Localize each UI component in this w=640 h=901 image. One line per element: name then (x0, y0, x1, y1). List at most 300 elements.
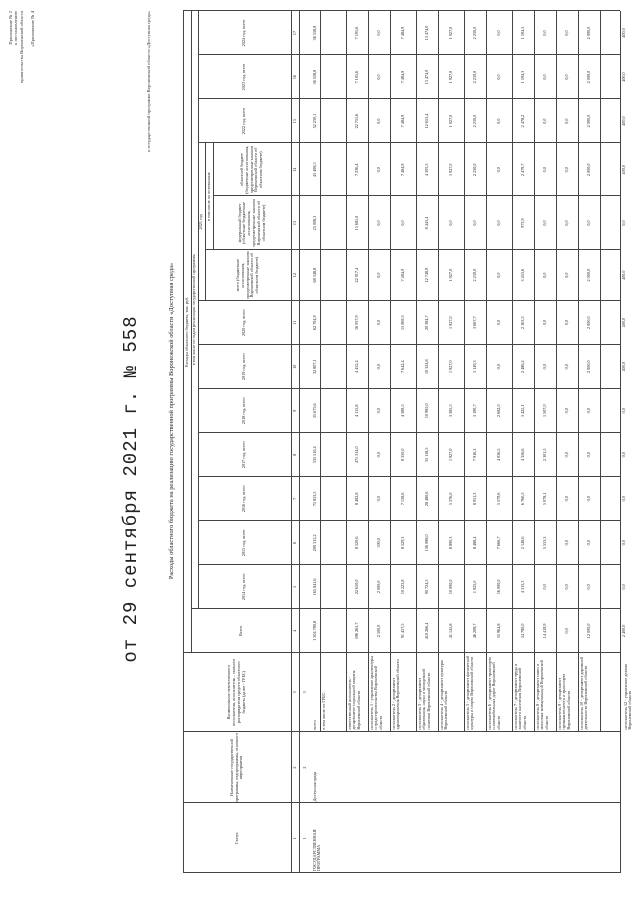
value-cell-y2016: 75 853,5 (312, 491, 318, 507)
table-rule (213, 195, 620, 196)
table-rule (438, 11, 439, 732)
value-cell-fed: 0,0 (563, 220, 569, 226)
value-cell-y2019: 0,0 (541, 364, 547, 370)
header-program-name: Наименование государственной программы, подпрограммы, основного мероприятия (228, 732, 244, 803)
table-rule (198, 142, 620, 143)
value-cell-y2023: 1 594,3 (519, 70, 525, 84)
value-cell-y2014: 10 223,8 (399, 579, 405, 595)
executor-label: исполнитель 2 - департамент здравоохранения Воронежской области (390, 659, 401, 730)
value-cell-y2023: 0,0 (563, 74, 569, 80)
column-number: 11 (291, 320, 297, 325)
table-rule (346, 11, 347, 732)
header-2021-incl: в том числе по источникам: (205, 171, 211, 221)
value-cell-y2020: 20 384,7 (423, 315, 429, 331)
table-rule (299, 11, 300, 873)
value-cell-total: 2 400,0 (621, 624, 626, 638)
value-cell-y2021: 2 000,0 (585, 268, 591, 282)
value-cell-y2020: 400,0 (621, 317, 626, 328)
value-cell-reg: 0,0 (541, 167, 547, 173)
value-cell-y2014: 22 650,0 (353, 579, 359, 595)
value-cell-y2018: 3 425,1 (519, 404, 525, 418)
value-cell-y2024: 7 105,6 (353, 26, 359, 40)
table-rule (205, 249, 620, 250)
table-rule (198, 520, 620, 521)
column-number: 8 (291, 453, 297, 456)
value-cell-y2018: 2 682,0 (495, 404, 501, 418)
value-cell-y2020: 2 163,3 (519, 316, 525, 329)
table-rule (183, 731, 620, 732)
value-cell-total: 46 208,7 (471, 623, 477, 639)
value-cell-y2022: 12 653,4 (423, 113, 429, 129)
value-cell-y2017: 2 301,5 (541, 448, 547, 462)
header-2021-federal: федеральный бюджет (областные бюджетные ассигнования, предусмотренные законом Воронежской области об областном бюджете) (236, 199, 266, 247)
column-number: 14 (291, 167, 297, 172)
value-cell-y2021: 1 927,0 (447, 268, 453, 282)
value-cell-y2021: 3 453,6 (519, 268, 525, 282)
value-cell-y2018: 35 675,6 (312, 403, 318, 419)
row-number: 3 (301, 691, 307, 694)
header-2021-regional: областной бюджет (бюджетные ассигнования, предусмотренные законом Воронежской области об областном бюджете) (239, 145, 264, 194)
value-cell-y2021: 7 484,9 (399, 268, 405, 282)
value-cell-y2024: 1 927,0 (447, 26, 453, 40)
value-cell-y2016 (320, 477, 346, 521)
executor-label: исполнитель 6 - департамент транспорта и автомобильных дорог Воронежской области (486, 656, 502, 730)
value-cell-fed: 0,0 (375, 220, 381, 226)
value-cell-y2022: 0,0 (563, 118, 569, 124)
value-cell-y2021: 400,0 (621, 270, 626, 280)
table-rule (578, 11, 579, 732)
value-cell-y2014: 1 925,0 (471, 580, 477, 594)
header-2021-total: всего (бюджетные ассигнования, предусмотренные законом Воронежской области об областном бюджете) (235, 251, 260, 299)
value-cell-y2022: 0,0 (541, 118, 547, 124)
value-cell-y2022: 22 751,6 (353, 113, 359, 129)
value-cell-y2017: 4 356,6 (519, 448, 525, 462)
value-cell-y2022 (320, 99, 346, 143)
value-cell-y2018: 0,0 (375, 408, 381, 414)
appendix-number: Приложение № 2 (8, 11, 13, 45)
value-cell-reg: 0,0 (375, 167, 381, 173)
value-cell-y2018: 4 115,8 (353, 404, 359, 417)
value-cell-y2022: 52 230,1 (312, 113, 318, 129)
value-cell-fed: 25 008,3 (312, 215, 318, 231)
value-cell-total: 91 457,5 (399, 623, 405, 639)
value-cell-y2015: 200 315,2 (312, 534, 318, 552)
value-cell-total: 41 145,8 (447, 623, 453, 639)
value-cell-y2020: 0,0 (375, 320, 381, 326)
value-cell-y2014: 2 000,0 (375, 580, 381, 594)
value-cell-y2024 (320, 11, 346, 55)
value-cell-y2018: 10 985,0 (423, 403, 429, 419)
value-cell-y2019: 10 324,8 (423, 359, 429, 375)
value-cell-y2020 (320, 301, 346, 345)
value-cell-y2024: 2 230,0 (471, 26, 477, 40)
value-cell-y2020: 0,0 (495, 320, 501, 326)
value-cell-y2016: 8 951,3 (471, 492, 477, 506)
value-cell-y2016: 28 480,6 (423, 491, 429, 507)
value-cell-y2022: 0,0 (375, 118, 381, 124)
value-cell-y2015 (320, 521, 346, 565)
value-cell-y2016: 5 376,0 (447, 492, 453, 506)
table-rule (512, 11, 513, 732)
value-cell-y2014: 90 724,5 (423, 579, 429, 595)
executor-label: исполнитель 7 - департамент труда и занятости населения Воронежской области (512, 663, 528, 730)
table-rule (198, 54, 620, 55)
value-cell-y2014: 4 313,3 (519, 580, 525, 594)
table-rule (198, 564, 620, 565)
value-cell-fed: 0,0 (495, 220, 501, 226)
value-cell-y2015: 2 148,6 (519, 536, 525, 550)
value-cell-y2023: 400,0 (621, 72, 626, 82)
value-cell-y2018: 0,0 (621, 408, 626, 414)
column-number: 1 (291, 837, 297, 840)
value-cell-y2017: 0,0 (621, 452, 626, 458)
value-cell-y2021: 22 917,4 (353, 267, 359, 283)
header-year-2019: 2019 год, всего (241, 353, 247, 381)
value-cell-y2017: 0,0 (585, 452, 591, 458)
value-cell-total: 14 419,9 (541, 623, 547, 639)
value-cell-reg: 7 236,4 (353, 163, 359, 177)
column-number: 17 (291, 30, 297, 36)
value-cell-y2018: 4 389,5 (399, 404, 405, 418)
value-cell-y2022: 1 927,0 (447, 114, 453, 128)
value-cell-y2019: 2 000,0 (585, 360, 591, 373)
header-total: Всего (237, 625, 243, 637)
value-cell-y2024: 13 474,0 (423, 25, 429, 41)
value-cell-y2020: 2 000,0 (585, 316, 591, 329)
value-cell-y2021: 0,0 (541, 272, 547, 278)
table-rule (198, 432, 620, 433)
value-cell-fed: 8 443,4 (423, 216, 429, 230)
value-cell-y2014: 0,0 (563, 584, 569, 590)
value-cell-reg: 2 479,7 (519, 163, 525, 177)
value-cell-fed: 0,0 (399, 220, 405, 226)
header-expenses-group: Расходы областного бюджета, тыс. руб. (183, 296, 189, 368)
table-border-bottom (620, 11, 621, 873)
table-rule (486, 11, 487, 732)
value-cell-y2017: 471 314,0 (353, 446, 359, 464)
executor-label: исполнитель 9 - департамент промышленности и транспорта Воронежской области (556, 673, 572, 730)
appendix-government: правительства Воронежской области (18, 11, 24, 84)
value-cell-fed: 0,0 (471, 220, 477, 226)
value-cell-y2019: 0,0 (563, 364, 569, 370)
value-cell-y2015: 7 666,7 (495, 536, 501, 550)
value-cell-y2017: 0,0 (375, 452, 381, 458)
header-year-2015: 2015 год, всего (241, 529, 247, 557)
value-cell-y2023: 1 927,0 (447, 70, 453, 84)
value-cell-total: 596 265,7 (353, 622, 359, 640)
value-cell-y2024: 400,0 (621, 28, 626, 38)
table-rule (291, 11, 292, 873)
value-cell-y2019: 7 642,4 (399, 360, 405, 373)
value-cell-total: 12 000,0 (585, 623, 591, 639)
column-number: 9 (291, 409, 297, 412)
value-cell-y2014: 10 000,0 (447, 579, 453, 595)
value-cell-reg: 43 408,5 (312, 162, 318, 178)
value-cell-y2015: 5 533,3 (541, 536, 547, 550)
value-cell-y2020: 15 069,3 (399, 315, 405, 331)
value-cell-fed: 0,0 (621, 220, 626, 226)
value-cell-y2020: 0,0 (563, 320, 569, 326)
value-cell-total: 1 304 780,8 (312, 620, 318, 641)
value-cell-y2017 (320, 433, 346, 477)
header-executor: Наименование ответственного исполнителя, исполнителя – главного распорядителя средств областного бюджета (далее - ГРБС) (226, 658, 246, 726)
value-cell-y2017: 35 118,5 (423, 447, 429, 463)
table-rule (213, 143, 214, 250)
value-cell-y2015: 8 529,3 (399, 536, 405, 550)
header-year-2021: 2021 год (198, 214, 204, 230)
column-number: 6 (291, 541, 297, 544)
executor-label: исполнитель 8 - департамент связи и массовых коммуникаций Воронежской области (534, 660, 550, 730)
value-cell-reg: 4 305,5 (423, 163, 429, 177)
value-cell-y2019: 400,0 (621, 362, 626, 372)
value-cell-y2017: 1 927,0 (447, 448, 453, 462)
table-border-top (183, 11, 184, 873)
value-cell-reg: 7 484,9 (399, 163, 405, 177)
value-cell-reg: 1 927,0 (447, 163, 453, 177)
value-cell-y2022: 7 484,9 (399, 114, 405, 128)
value-cell-y2019: 2 486,2 (519, 360, 525, 373)
value-cell-y2017: 535 510,4 (312, 446, 318, 464)
value-cell-y2020: 16 937,9 (353, 315, 359, 331)
value-cell-y2018: 3 385,5 (447, 404, 453, 418)
header-year-2017: 2017 год, всего (241, 441, 247, 469)
column-number: 3 (291, 691, 297, 694)
program-appendix-header (30, 11, 35, 281)
status-value: ГОСУДАРСТВЕННАЯ ПРОГРАММА (311, 829, 322, 871)
header-year-2022: 2022 год, всего (241, 107, 247, 135)
value-cell-y2017: 8 350,0 (399, 448, 405, 462)
value-cell-y2021 (320, 250, 346, 301)
value-cell-y2022: 2 000,0 (585, 114, 591, 128)
value-cell-y2023: 13 474,0 (423, 69, 429, 85)
value-cell-y2016: 7 138,6 (399, 492, 405, 506)
column-number: 5 (291, 585, 297, 588)
executor-label: исполнитель 3 - департамент образования, науки и молодежной политики Воронежской области (416, 668, 432, 730)
header-by-years: в том числе по годам реализации государственной программы (191, 254, 197, 366)
value-cell-y2017: 4 036,5 (495, 448, 501, 462)
column-number: 10 (291, 364, 297, 369)
value-cell-y2014: 16 000,0 (495, 579, 501, 595)
value-cell-total: 34 780,0 (519, 623, 525, 639)
table-rule (320, 11, 321, 732)
expenses-table (183, 11, 633, 873)
executor-label: исполнитель 5 - департамент физической культуры и спорта Воронежской области (464, 655, 475, 730)
value-cell-fed: 0,0 (585, 220, 591, 226)
value-cell-y2019: 1 927,0 (447, 360, 453, 373)
table-border-left (183, 872, 620, 873)
table-rule (368, 11, 369, 732)
value-cell-y2021: 68 348,8 (312, 267, 318, 283)
value-cell-total: 35 964,8 (495, 623, 501, 639)
value-cell-y2018: 0,0 (563, 408, 569, 414)
appendix-header (8, 11, 24, 281)
value-cell-y2024: 0,0 (495, 30, 501, 36)
value-cell-y2020: 62 704,9 (312, 315, 318, 331)
executor-label: в том числе по ГРБС: (320, 691, 326, 730)
value-cell-y2018 (320, 389, 346, 433)
value-cell-y2023: 7 105,6 (353, 70, 359, 84)
value-cell-y2024: 7 484,9 (399, 26, 405, 40)
header-year-2024: 2024 год, всего (241, 19, 247, 47)
value-cell-y2016: 5 579,6 (495, 492, 501, 506)
value-cell-y2019: 0,0 (375, 364, 381, 370)
value-cell-y2019: 32 807,1 (312, 359, 318, 375)
value-cell-y2022: 400,0 (621, 116, 626, 126)
header-year-2020: 2020 год, всего (241, 309, 247, 337)
header-status: Статус (233, 832, 239, 845)
value-cell-y2015: 0,0 (585, 540, 591, 546)
value-cell-y2023: 7 484,9 (399, 70, 405, 84)
value-cell-y2022: 2 230,0 (471, 114, 477, 128)
value-cell-y2017: 7 916,3 (471, 448, 477, 462)
column-number: 15 (291, 119, 297, 124)
value-cell-y2021: 12 748,9 (423, 267, 429, 283)
value-cell-y2016: 0,0 (563, 496, 569, 502)
table-rule (534, 11, 535, 732)
value-cell-y2021: 0,0 (495, 272, 501, 278)
value-cell-reg: 0,0 (563, 167, 569, 173)
value-cell-y2016: 5 078,1 (541, 492, 547, 506)
value-cell-total: 0,0 (563, 628, 569, 634)
table-rule (464, 11, 465, 732)
value-cell-y2019 (320, 345, 346, 389)
header-year-2014: 2014 год, всего (241, 573, 247, 601)
value-cell-y2023: 0,0 (375, 74, 381, 80)
table-rule (191, 11, 192, 653)
program-value: Доступная среда (311, 771, 317, 802)
value-cell-reg: 2 230,0 (471, 163, 477, 177)
value-cell-y2024: 0,0 (563, 30, 569, 36)
value-cell-y2024: 2 000,0 (585, 26, 591, 40)
value-cell-y2015: 8 890,3 (447, 536, 453, 550)
table-rule (416, 11, 417, 732)
value-cell-y2022: 0,0 (495, 118, 501, 124)
value-cell-y2018: 1 507,0 (541, 404, 547, 418)
value-cell-y2021: 2 230,0 (471, 268, 477, 282)
value-cell-fed: 0,0 (541, 220, 547, 226)
header-year-2018: 2018 год, всего (241, 397, 247, 425)
value-cell-y2014: 0,0 (585, 584, 591, 590)
value-cell-y2019: 4 452,4 (353, 360, 359, 373)
table-rule (198, 300, 620, 301)
value-cell-y2021: 0,0 (375, 272, 381, 278)
value-cell-y2024: 1 594,3 (519, 26, 525, 40)
value-cell-y2014: 0,0 (621, 584, 626, 590)
value-cell-y2019: 0,0 (495, 364, 501, 370)
value-cell-reg (320, 143, 346, 196)
value-cell-y2015: 156 088,0 (423, 534, 429, 552)
executor-label: всего (311, 720, 317, 730)
value-cell-y2014: 0,0 (541, 584, 547, 590)
table-rule (183, 802, 620, 803)
value-cell-y2023: 2 000,0 (585, 70, 591, 84)
executor-label: исполнитель 12 - управление делами Воронежской области (622, 663, 633, 730)
value-cell-y2024: 36 558,8 (312, 25, 318, 41)
column-number: 13 (291, 220, 297, 226)
value-cell-y2015: 0,0 (621, 540, 626, 546)
value-cell-total (320, 609, 346, 653)
value-cell-y2015: 500,0 (375, 538, 381, 548)
value-cell-y2023 (320, 55, 346, 99)
table-rule (600, 11, 601, 732)
value-cell-y2016: 0,0 (585, 496, 591, 502)
column-number: 12 (291, 273, 297, 278)
row-number: 2 (301, 766, 307, 769)
value-cell-y2023: 2 230,0 (471, 70, 477, 84)
value-cell-y2018: 0,0 (585, 408, 591, 414)
value-cell-reg: 2 000,0 (585, 163, 591, 177)
value-cell-y2014 (320, 565, 346, 609)
value-cell-y2024: 0,0 (541, 30, 547, 36)
table-rule (198, 388, 620, 389)
column-number: 2 (291, 766, 297, 769)
value-cell-y2015: 8 520,6 (353, 536, 359, 550)
value-cell-y2023: 0,0 (541, 74, 547, 80)
executor-label: исполнитель 1 - управление архитектуры и градостроительства Воронежской области (368, 656, 384, 730)
value-cell-y2018: 3 190,7 (471, 404, 477, 418)
appendix-to-decree: к постановлению (13, 11, 19, 45)
value-cell-y2020: 1 927,0 (447, 316, 453, 329)
executor-label: исполнитель 4 - департамент культуры Воронежской области (438, 660, 449, 730)
value-cell-fed: 973,9 (519, 218, 525, 228)
table-rule (198, 344, 620, 345)
column-number: 16 (291, 74, 297, 80)
value-cell-y2019: 3 149,3 (471, 360, 477, 373)
value-cell-y2021: 0,0 (563, 272, 569, 278)
value-cell-reg: 400,0 (621, 165, 626, 175)
value-cell-fed: 15 681,0 (353, 215, 359, 231)
table-border-right (183, 10, 620, 11)
table-rule (198, 98, 620, 99)
value-cell-y2020: 3 667,7 (471, 316, 477, 329)
column-number: 4 (291, 629, 297, 632)
program-appendix-note: к государственной программе Воронежской области «Доступная среда» (146, 11, 151, 152)
header-year-2023: 2023 год, всего (241, 63, 247, 91)
value-cell-y2016: 0,0 (621, 496, 626, 502)
decree-date-stamp: от 29 сентября 2021 г. № 558 (120, 315, 142, 663)
table-rule (191, 608, 620, 609)
table-rule (198, 476, 620, 477)
value-cell-y2023: 36 558,8 (312, 69, 318, 85)
value-cell-y2024: 0,0 (375, 30, 381, 36)
value-cell-fed (320, 196, 346, 249)
value-cell-y2023: 0,0 (495, 74, 501, 80)
value-cell-y2015: 0,0 (563, 540, 569, 546)
value-cell-y2017: 0,0 (563, 452, 569, 458)
row-number: 1 (301, 837, 307, 840)
value-cell-y2020: 0,0 (541, 320, 547, 326)
document-title: Расходы областного бюджета на реализацию государственной программы Воронежской области «Доступная среда» (168, 262, 175, 580)
table-rule (183, 652, 620, 653)
executor-label: ответственный исполнитель - департамент социальной защиты Воронежской области (346, 670, 362, 730)
header-year-2016: 2016 год, всего (241, 485, 247, 513)
value-cell-y2016: 0,0 (375, 496, 381, 502)
value-cell-y2016: 6 766,5 (519, 492, 525, 506)
value-cell-reg: 0,0 (495, 167, 501, 173)
value-cell-y2022: 2 478,2 (519, 114, 525, 128)
value-cell-total: 2 500,0 (375, 624, 381, 638)
program-appendix-number: «Приложение № 4 (30, 11, 35, 47)
column-number: 7 (291, 497, 297, 500)
value-cell-total: 410 266,4 (423, 622, 429, 640)
table-rule (556, 11, 557, 732)
executor-label: исполнитель 10 - департамент дорожной деятельности Воронежской области (578, 657, 589, 730)
value-cell-y2016: 8 482,8 (353, 492, 359, 506)
value-cell-fed: 0,0 (447, 220, 453, 226)
value-cell-y2015: 8 488,4 (471, 536, 477, 550)
table-rule (390, 11, 391, 732)
table-rule (205, 143, 206, 301)
